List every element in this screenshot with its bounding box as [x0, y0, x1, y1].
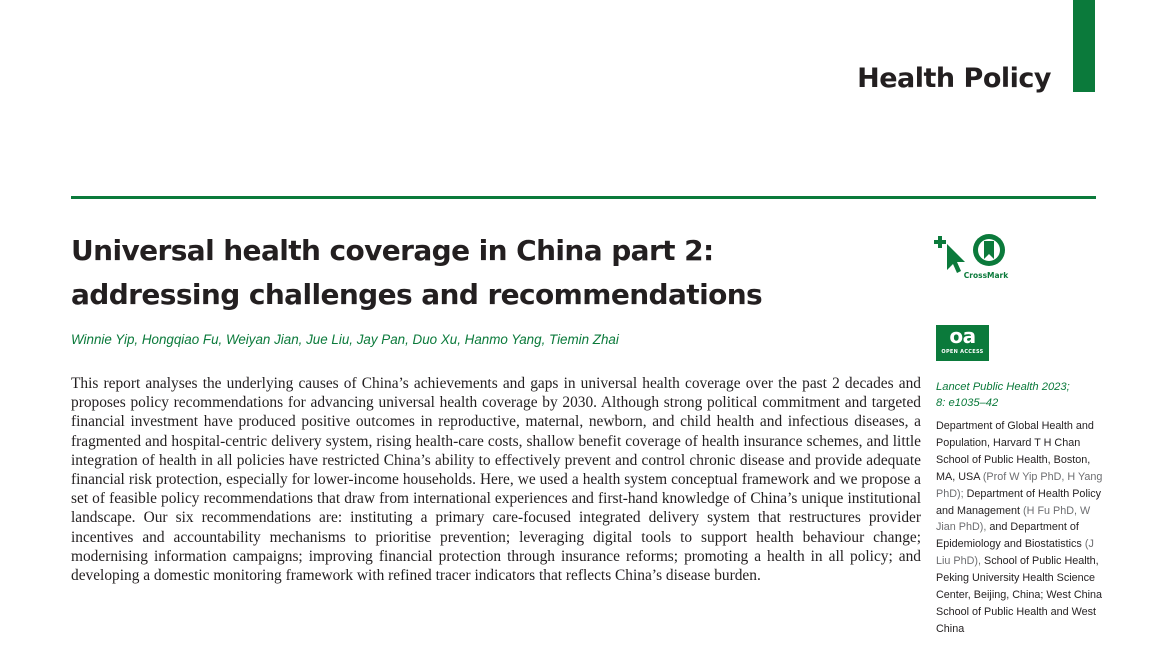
- section-color-tab: [1073, 0, 1095, 92]
- citation-pages: 8: e1035–42: [936, 397, 999, 409]
- abstract-text: This report analyses the underlying causes of China’s achievements and gaps in universal health coverage over the past 2 decades and proposes policy recommendations for advancing universal health coverage by 2030. Although strong political commitment and targeted financial investment have produced positive outcomes in reproductive, maternal, newborn, and child health and infectious diseases, a fragmented and hospital-centric delivery system, rising health-care costs, shallow benefit coverage of health insurance schemes, and little integration of health in all policies have restricted China’s ability to effectively prevent and control chronic disease and provide adequate financial risk protection, especially for lower-income households. Here, we used a health system conceptual framework and we propose a set of feasible policy recommendations that draw from international experiences and first-hand knowledge of China’s unique institutional landscape. Our six recommendations are: instituting a primary care-focused integrated delivery system that restructures provider incentives and accountability mechanisms to prioritise prevention; leveraging digital tools to support health behaviour change; modernising information campaigns; improving financial protection through insurance reforms; promoting a health in all policy; and developing a domestic monitoring framework with refined tracer indicators that reflects China’s disease burden.: [71, 375, 921, 585]
- author-list[interactable]: Winnie Yip, Hongqiao Fu, Weiyan Jian, Jue Liu, Jay Pan, Duo Xu, Hanmo Yang, Tiemin Zhai: [71, 332, 619, 347]
- oa-caption: OPEN ACCESS: [941, 349, 984, 355]
- crossmark-icon: [934, 232, 1014, 280]
- crossmark-label: CrossMark: [963, 271, 1009, 280]
- crossmark-badge[interactable]: [934, 232, 1014, 280]
- affiliation-text: Department of Health Policy and Management: [936, 487, 1102, 517]
- article-title: Universal health coverage in China part 2: addressing challenges and recommendations: [71, 234, 763, 311]
- affiliation-text: Department of Global Health and Population, Harvard T H Chan School of Public Health, Boston, MA, USA: [936, 420, 1094, 483]
- citation[interactable]: [936, 379, 1076, 411]
- open-access-badge[interactable]: [936, 325, 989, 361]
- affiliation-authors: (H Fu PhD, W Jian PhD),: [936, 504, 1091, 534]
- citation-journal: Lancet Public Health 2023;: [936, 381, 1070, 393]
- section-label: Health Policy: [857, 63, 1051, 94]
- affiliation-text: and Department of Epidemiology and Biostatistics: [936, 521, 1082, 551]
- affiliation-text: School of Public Health, Peking University Health Science Center, Beijing, China; West China School of Public Health and West China: [936, 555, 1103, 635]
- affiliation-authors: (Prof W Yip PhD, H Yang PhD);: [936, 470, 1103, 500]
- oa-logo-text: oa: [949, 324, 976, 348]
- header-rule: [71, 196, 1096, 199]
- affiliation-authors: (J Liu PhD),: [936, 538, 1094, 568]
- affiliations: [936, 418, 1111, 638]
